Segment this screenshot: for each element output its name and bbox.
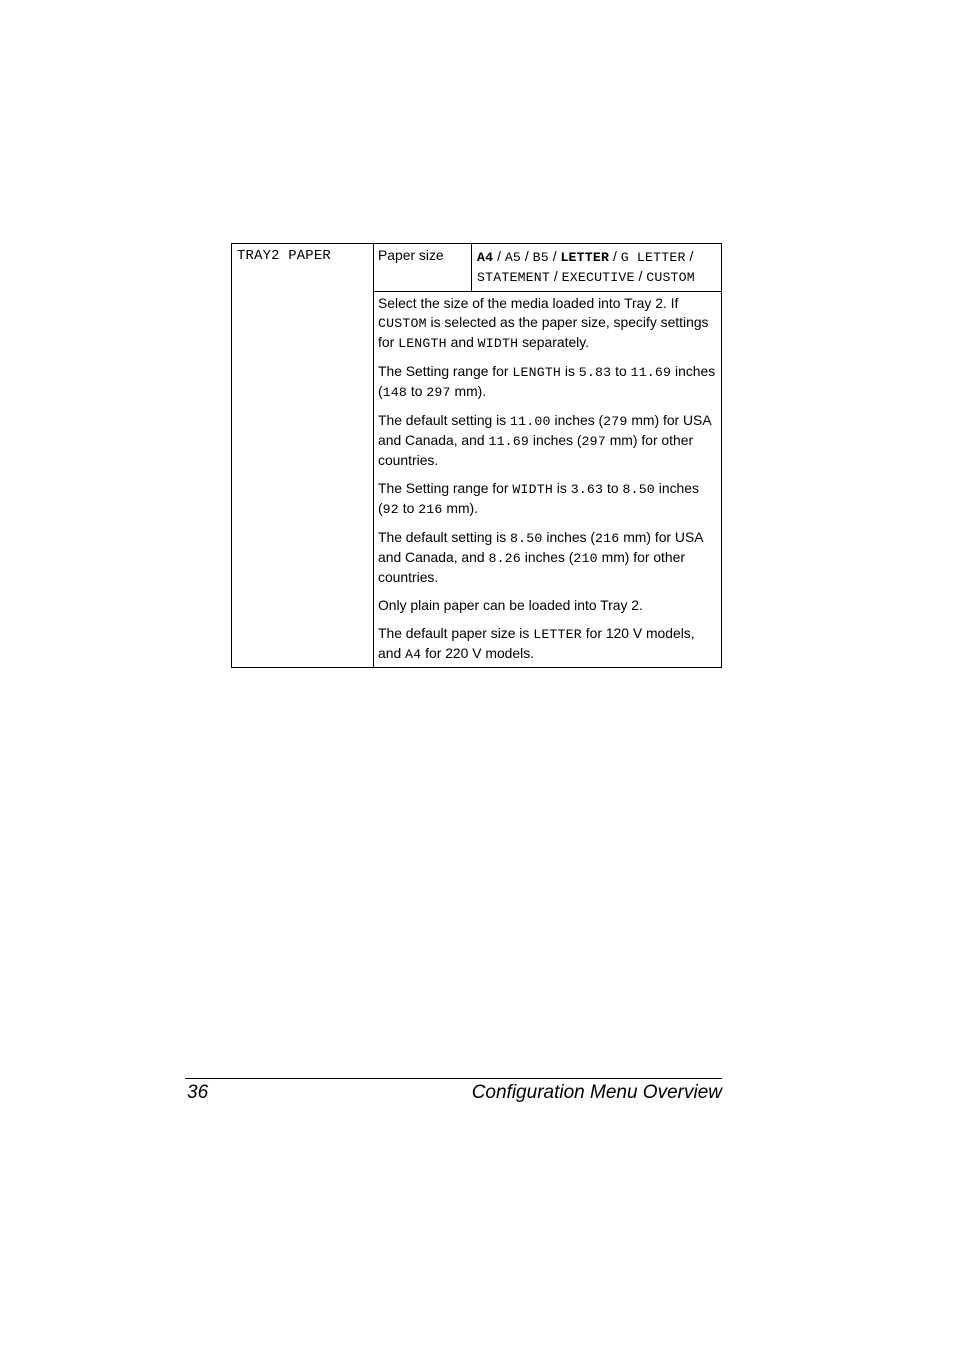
settings-table	[231, 243, 722, 668]
page-number: 36	[187, 1082, 209, 1103]
description-paragraph: Only plain paper can be loaded into Tray 2.	[378, 597, 643, 613]
option-label-cell	[374, 244, 472, 292]
footer-section-title: Configuration Menu Overview	[471, 1082, 722, 1103]
description-paragraph: The default setting is 11.00 inches (279 mm) for USA and Canada, and 11.69 inches (297 mm) for other countries.	[378, 412, 711, 468]
description-paragraph: The Setting range for LENGTH is 5.83 to 11.69 inches (148 to 297 mm).	[378, 363, 716, 400]
option-values-cell: A4 / A5 / B5 / LETTER / G LETTER / STATEMENT / EXECUTIVE / CUSTOM	[472, 244, 722, 292]
menu-item-cell	[232, 244, 374, 668]
value-statement: STATEMENT	[477, 270, 551, 285]
value-a5: A5	[504, 250, 522, 265]
value-letter: LETTER	[560, 250, 610, 265]
description-paragraph: Select the size of the media loaded into Tray 2. If CUSTOM is selected as the paper size, specify settings for LENGTH and WIDTH separately.	[378, 295, 709, 351]
option-label: Paper size	[378, 247, 444, 263]
value-executive: EXECUTIVE	[561, 270, 635, 285]
value-a4: A4	[477, 250, 494, 265]
table-row	[232, 244, 722, 292]
description-paragraph: The default setting is 8.50 inches (216 mm) for USA and Canada, and 8.26 inches (210 mm) for other countries.	[378, 529, 703, 585]
value-custom: CUSTOM	[646, 270, 695, 285]
description-paragraph: The default paper size is LETTER for 120 V models, and A4 for 220 V models.	[378, 625, 695, 662]
footer-divider	[185, 1078, 722, 1079]
description-paragraph: The Setting range for WIDTH is 3.63 to 8.50 inches (92 to 216 mm).	[378, 480, 699, 517]
menu-item-name: TRAY2 PAPER	[237, 248, 331, 264]
value-b5: B5	[532, 250, 549, 265]
description-cell	[374, 292, 722, 668]
value-g-letter: G LETTER	[620, 250, 686, 265]
